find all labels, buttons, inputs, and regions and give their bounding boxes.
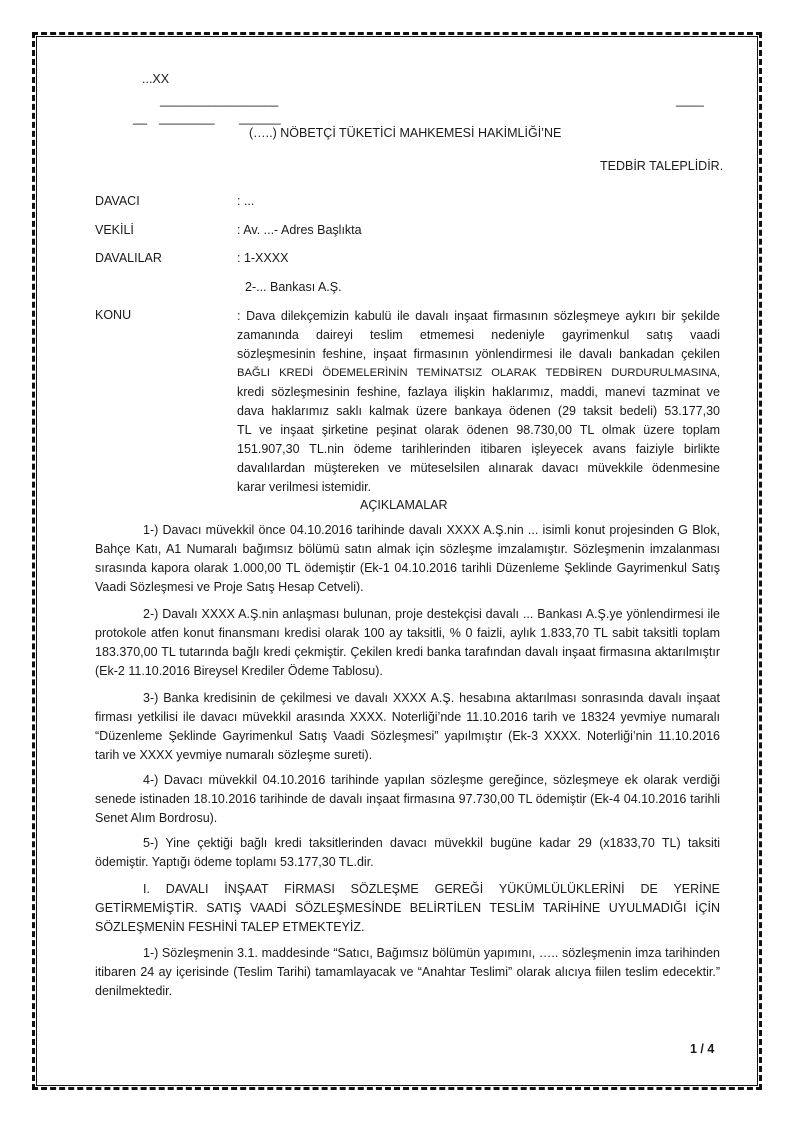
konu-line: zamanında daireyi teslim etmemesi nedeniyle gayrimenkul satış vaadi [237,328,720,342]
davalilar-value-2: 2-... Bankası A.Ş. [245,280,342,294]
paragraph-2-text: 2-) Davalı XXXX A.Ş.nin anlaşması bulunan, proje destekçisi davalı ... Bankası A.Ş.ye yönlendirmesi ile protokole atfen konut finansmanı kredisi olarak 100 ay taksitli, % 0 faizli, aylık 1.833,70 TL sabit taksitli toplam 183.370,00 TL tutarında bağlı kredi çekmiştir. Çekilen kredi banka tarafından davalı inşaat firmasına aktarılmıştır (Ek-2 11.10.2016 Bireysel Krediler Ödeme Tablosu). [95,607,720,678]
konu-label: KONU [95,308,132,322]
konu-line: davalılardan müştereken ve müteselsilen alınarak davacı müvekkile ödenmesine [237,461,720,475]
paragraph-5 [95,834,720,872]
header-blank-line-1: _________________ [160,93,279,107]
davalilar-value-1: : 1-XXXX [237,251,289,265]
konu-line: sözleşmesinin feshine, inşaat firmasının yönlendirmesi ile davalı bankadan çekilen [237,347,720,361]
paragraph-1-text: 1-) Davacı müvekkil önce 04.10.2016 tarihinde davalı XXXX A.Ş.nin ... isimli konut projesinden G Blok, Bahçe Katı, A1 Numaralı bağımsız bölümü satın almak için sözleşme imzalamıştır. Sözleşmenin imzalanması sırasında kapora olarak 1.000,00 TL ödemiştir (Ek-1 04.10.2016 tarihli Düzenleme Şeklinde Gayrimenkul Satış Vaadi Sözleşmesi ve Proje Satış Hesap Cetveli). [95,523,720,594]
section-1-heading-text: I. DAVALI İNŞAAT FİRMASI SÖZLEŞME GEREĞİ YÜKÜMLÜLÜKLERİNİ DE YERİNE GETİRMEMİŞTİR. SATIŞ VAADİ SÖZLEŞMESİNDE BELİRTİLEN TESLİM TARİHİNE UYULMADIĞI İÇİN SÖZLEŞMENİN FESHİNİ TALEP ETMEKTEYİZ. [95,882,720,934]
header-blank-line-2: ____ [676,93,704,107]
section-1-paragraph-1 [95,944,720,1001]
davalilar-label: DAVALILAR [95,251,162,265]
konu-line: 151.907,30 TL.nin ödeme tarihlerinden itibaren işleyecek avans faiziyle birlikte [237,442,720,456]
header-blank-line-4: ________ [159,111,215,125]
konu-line: dava haklarımız saklı kalmak üzere bankaya ödenen (29 taksit bedeli) 53.177,30 [237,404,720,418]
davaci-label: DAVACI [95,194,140,208]
vekili-label: VEKİLİ [95,223,134,237]
konu-text [237,307,720,497]
konu-line: BAĞLI KREDİ ÖDEMELERİNİN TEMİNATSIZ OLARAK TEDBİREN DURDURULMASINA, [237,367,720,379]
konu-line: karar verilmesi istemidir. [237,480,372,494]
paragraph-3 [95,689,720,765]
konu-line: kredi sözleşmesinin feshine, fazlaya ilişkin haklarımız, maddi, manevi tazminat ve [237,385,720,399]
vekili-value: : Av. ...- Adres Başlıkta [237,223,362,237]
court-heading: (…..) NÖBETÇİ TÜKETİCİ MAHKEMESİ HAKİMLİĞİ’NE [249,126,562,140]
tedbir-note: TEDBİR TALEPLİDİR. [600,159,724,173]
paragraph-2 [95,605,720,681]
davaci-value: : ... [237,194,255,208]
header-blank-line-3: __ [133,111,147,125]
section-1-paragraph-1-text: 1-) Sözleşmenin 3.1. maddesinde “Satıcı, Bağımsız bölümün yapımını, ….. sözleşmenin imza tarihinden itibaren 24 ay içerisinde (Teslim Tarihi) tamamlayacak ve “Anahtar Teslimi” olarak alıcıya fiilen teslim edecektir.” denilmektedir. [95,946,720,998]
paragraph-4 [95,771,720,828]
konu-line: : Dava dilekçemizin kabulü ile davalı inşaat firmasının sözleşmeye aykırı bir şekilde [237,309,720,323]
section-1-heading [95,880,720,937]
paragraph-1 [95,521,720,597]
paragraph-5-text: 5-) Yine çektiği bağlı kredi taksitlerinden davacı müvekkil bugüne kadar 29 (x1833,70 TL) taksiti ödemiştir. Yaptığı ödeme toplamı 53.177,30 TL.dir. [95,836,720,869]
konu-line: TL ve inşaat şirketine peşinat olarak ödenen 98.730,00 TL olmak üzere toplam [237,423,720,437]
aciklamalar-title: AÇIKLAMALAR [360,498,448,512]
header-blank-line-5: ______ [239,111,281,125]
header-xx: ...XX [142,72,170,86]
paragraph-3-text: 3-) Banka kredisinin de çekilmesi ve davalı XXXX A.Ş. hesabına aktarılması sonrasında davalı inşaat firması yetkilisi ile davacı müvekkil arasında XXXX. Noterliği’nde 11.10.2016 tarih ve 18324 yevmiye numaralı “Düzenleme Şeklinde Gayrimenkul Satış Vaadi Sözleşmesi” yapılmıştır (Ek-3 XXXX. Noterliği’nin 11.10.2016 tarih ve XXXX yevmiye numaralı sözleşme sureti). [95,691,720,762]
paragraph-4-text: 4-) Davacı müvekkil 04.10.2016 tarihinde yapılan sözleşme gereğince, sözleşmeye ek olarak verdiği senede istinaden 18.10.2016 tarihinde de davalı inşaat firmasına 97.730,00 TL ödemiştir (Ek-4 04.10.2016 tarihli Senet Alım Bordrosu). [95,773,720,825]
page-number: 1 / 4 [690,1042,715,1056]
